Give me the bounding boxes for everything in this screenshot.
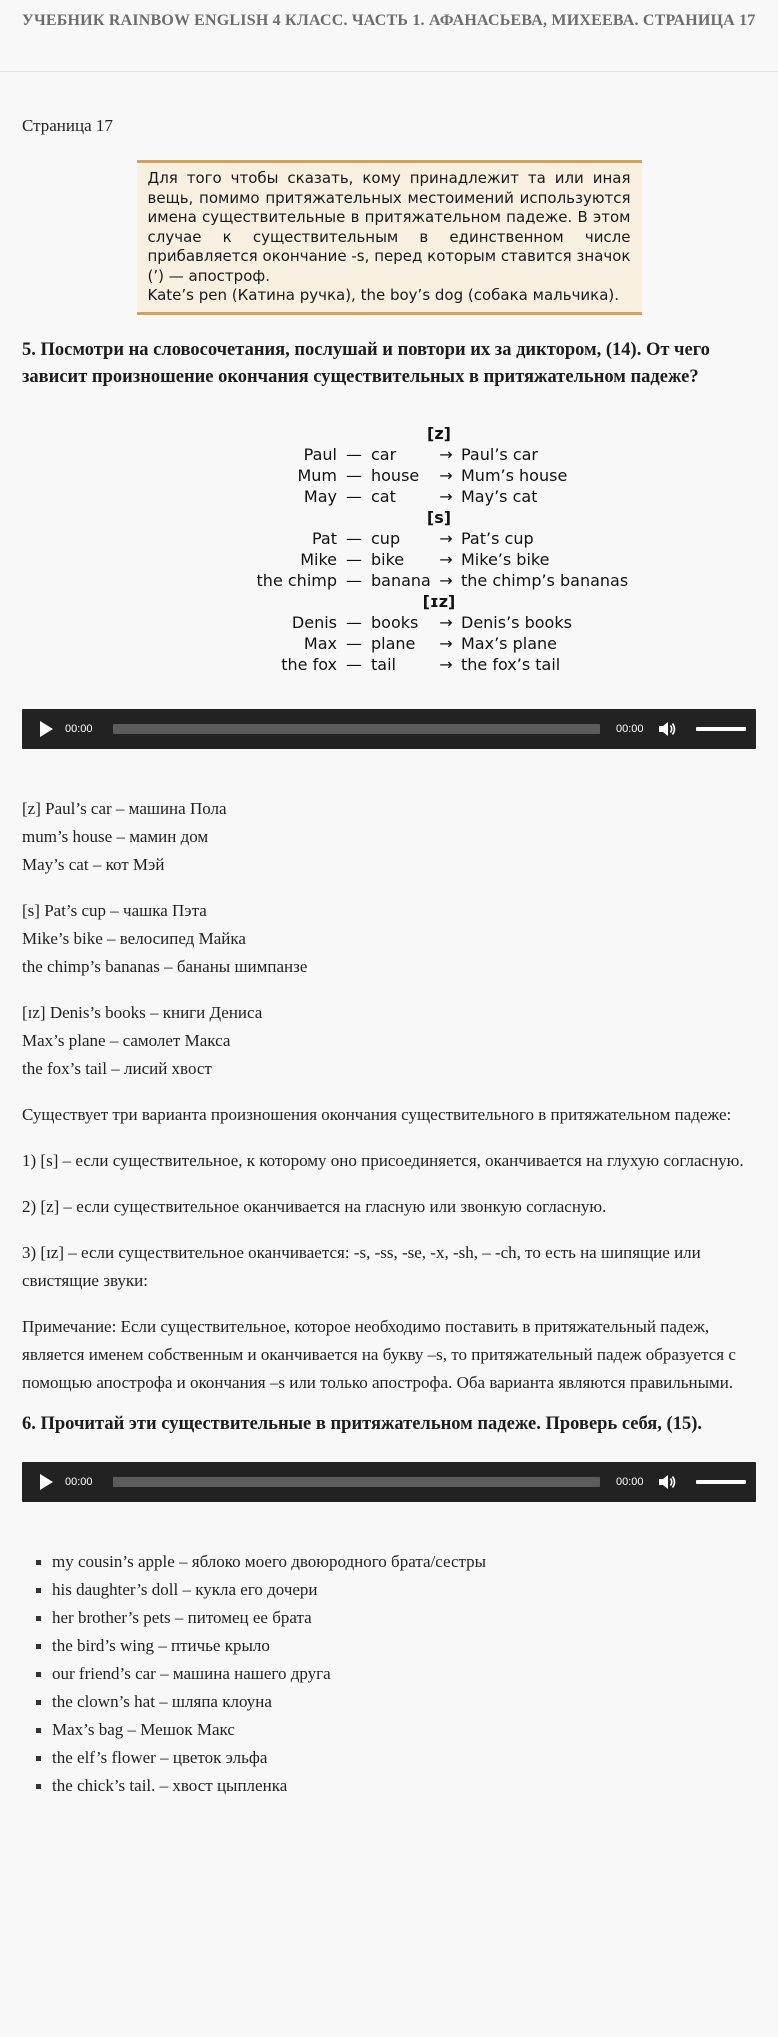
audio-player-14 [22,709,756,749]
translation-line: Mike’s bike – велосипед Майка [22,928,246,948]
translation-line: Max’s plane – самолет Макса [22,1030,231,1050]
list-item: my cousin’s apple – яблоко моего двоюродного брата/сестры [52,1548,756,1576]
phrase-result: May’s cat [461,486,538,506]
list-item: the clown’s hat – шляпа клоуна [52,1688,756,1716]
translation-line: [ɪz] Denis’s books – книги Дениса [22,1002,263,1022]
phrase-table [129,423,649,675]
phrase-result: Paul’s car [461,444,539,464]
phrase-owner: Denis [291,612,337,632]
grammar-rule-box [137,160,642,315]
phrase-row [129,486,649,507]
phrase-owner: Paul [303,444,337,464]
dash: — [346,570,362,590]
phrase-row [129,654,649,675]
site-header [0,0,778,72]
phrase-result: Pat’s cup [461,528,534,548]
volume-slider[interactable] [696,1480,746,1484]
phrase-row [129,633,649,654]
phrase-row [129,528,649,549]
dash: — [346,486,362,506]
phrase-object: tail [371,654,396,674]
note-paragraph: Примечание: Если существительное, которое необходимо поставить в притяжательный падеж, является именем собственным и оканчивается на букву –s, то притяжательный падеж образуется с помощью апострофа и окончания –s или только апострофа. Оба варианта являются правильными. [22,1316,736,1392]
volume-icon[interactable] [658,719,684,739]
explanation-paragraph: 2) [z] – если существительное оканчивается на гласную или звонкую согласную. [22,1196,607,1216]
phrase-object: cat [371,486,396,506]
sound-label: [s] [426,507,452,527]
phrase-object: plane [371,633,416,653]
phrase-row [129,612,649,633]
exercise-5-heading: 5. Посмотри на словосочетания, послушай и повтори их за диктором, (14). От чего зависит произношение окончания существительных в притяжательном падеже? [22,339,710,387]
list-item: his daughter’s doll – кукла его дочери [52,1576,756,1604]
arrow-icon: → [439,654,453,674]
progress-slider[interactable] [113,724,600,734]
rule-example: Kate’s pen (Катина ручка), the boy’s dog (собака мальчика). [147,286,620,304]
arrow-icon: → [439,549,453,569]
arrow-icon: → [439,570,453,590]
arrow-icon: → [439,612,453,632]
translation-line: mum’s house – мамин дом [22,826,209,846]
phrase-object: bike [371,549,405,569]
list-item: our friend’s car – машина нашего друга [52,1660,756,1688]
phrase-owner: Pat [311,528,337,548]
phrase-owner: Max [303,633,337,653]
dash: — [346,444,362,464]
arrow-icon: → [439,444,453,464]
phrase-owner: May [303,486,337,506]
possessive-list [22,1548,756,1800]
rule-text: Для того чтобы сказать, кому принадлежит та или иная вещь, помимо притяжательных местоимений используются имена существительные в притяжательном падеже. В этом случае к существительным в единственном числе прибавляется окончание -s, перед которым ставится значок (’) — апостроф. [147,169,631,285]
translation-line: the chimp’s bananas – бананы шимпанзе [22,956,308,976]
list-item: the bird’s wing – птичье крыло [52,1632,756,1660]
current-time: 00:00 [65,722,93,735]
phrase-owner: Mum [297,465,337,485]
duration: 00:00 [616,1475,644,1488]
dash: — [346,549,362,569]
volume-icon[interactable] [658,1472,684,1492]
phrase-result: Mike’s bike [461,549,550,569]
phrase-object: cup [371,528,401,548]
arrow-icon: → [439,528,453,548]
dash: — [346,465,362,485]
translation-line: May’s cat – кот Мэй [22,854,165,874]
phrase-result: the fox’s tail [461,654,561,674]
translation-line: [z] Paul’s car – машина Пола [22,798,227,818]
phrase-result: Max’s plane [461,633,557,653]
phrase-object: house [371,465,420,485]
dash: — [346,654,362,674]
sound-label: [ɪz] [422,591,456,611]
duration: 00:00 [616,722,644,735]
phrase-row [129,549,649,570]
explanation-paragraph: 1) [s] – если существительное, к которому оно присоединяется, оканчивается на глухую согласную. [22,1150,744,1170]
page-label: Страница 17 [22,116,113,135]
translation-group [22,795,756,879]
list-item: Max’s bag – Мешок Макс [52,1716,756,1744]
phrase-result: Mum’s house [461,465,568,485]
phrase-row [129,465,649,486]
phrase-row [129,570,649,591]
current-time: 00:00 [65,1475,93,1488]
phrase-object: books [371,612,419,632]
translation-group [22,897,756,981]
phrase-owner: the fox [281,654,337,674]
dash: — [346,633,362,653]
translation-line: the fox’s tail – лисий хвост [22,1058,212,1078]
sound-label: [z] [427,423,451,443]
phrase-result: the chimp’s bananas [461,570,629,590]
play-icon[interactable] [40,1474,53,1490]
dash: — [346,612,362,632]
page-title[interactable]: УЧЕБНИК RAINBOW ENGLISH 4 КЛАСС. ЧАСТЬ 1. АФАНАСЬЕВА, МИХЕЕВА. СТРАНИЦА 17 [22,12,756,29]
list-item: her brother’s pets – питомец ее брата [52,1604,756,1632]
translation-line: [s] Pat’s cup – чашка Пэта [22,900,207,920]
main-content [0,114,778,1800]
arrow-icon: → [439,465,453,485]
exercise-6-heading: 6. Прочитай эти существительные в притяжательном падеже. Проверь себя, (15). [22,1413,703,1434]
explanation-paragraph: 3) [ɪz] – если существительное оканчивается: -s, -ss, -se, -x, -sh, – -ch, то есть на шипящие или свистящие звуки: [22,1242,701,1290]
volume-slider[interactable] [696,727,746,731]
explanation-paragraph: Существует три варианта произношения окончания существительного в притяжательном падеже: [22,1104,732,1124]
progress-slider[interactable] [113,1477,600,1487]
phrase-owner: the chimp [256,570,337,590]
list-item: the chick’s tail. – хвост цыпленка [52,1772,756,1800]
phrase-object: car [371,444,397,464]
arrow-icon: → [439,633,453,653]
dash: — [346,528,362,548]
arrow-icon: → [439,486,453,506]
phrase-owner: Mike [300,549,337,569]
phrase-row [129,444,649,465]
list-item: the elf’s flower – цветок эльфа [52,1744,756,1772]
phrase-object: banana [371,570,431,590]
play-icon[interactable] [40,721,53,737]
phrase-result: Denis’s books [461,612,572,632]
translation-group [22,999,756,1083]
audio-player-15 [22,1462,756,1502]
